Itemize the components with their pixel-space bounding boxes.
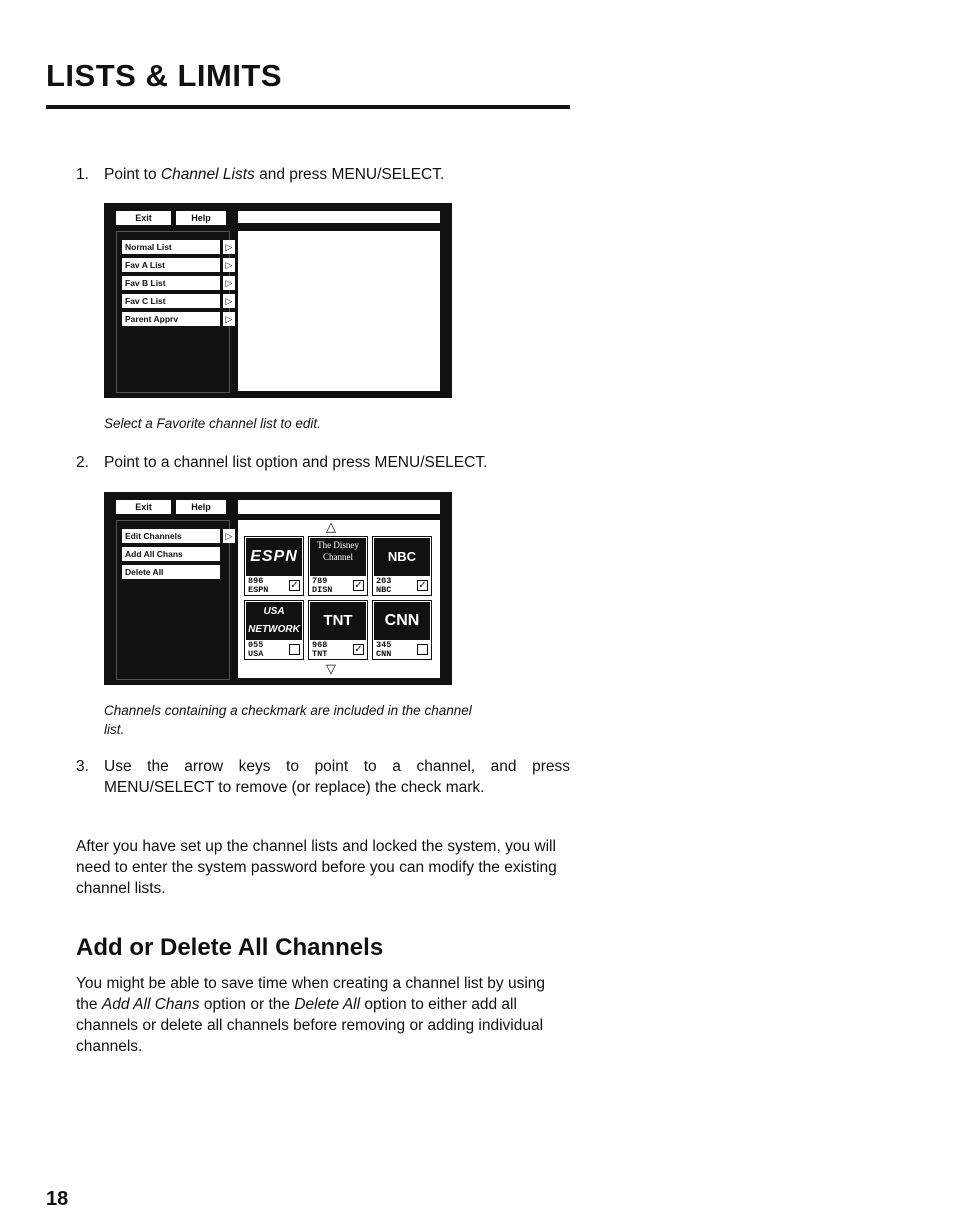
disney-logo: The Disney Channel (310, 538, 366, 576)
step-2 (76, 452, 576, 474)
channel-info (376, 641, 391, 659)
arrow-right-icon: ▷ (223, 240, 235, 254)
channel-tile-nbc[interactable] (372, 536, 432, 596)
step-text-post: and press MENU/SELECT. (254, 166, 445, 183)
channel-tile-espn[interactable] (244, 536, 304, 596)
body-text: You might be able to save time when creating a channel list by using the (76, 975, 546, 1013)
menu-column (116, 520, 233, 680)
channel-name: ESPN (248, 585, 269, 595)
checkbox-checked-icon[interactable]: ✓ (290, 580, 299, 591)
title-rule (46, 105, 570, 109)
scroll-down-icon[interactable]: ▽ (326, 661, 336, 676)
menu-item-edit-channels[interactable] (122, 529, 233, 543)
tnt-logo: TNT (310, 602, 366, 640)
scroll-up-icon[interactable]: △ (326, 519, 336, 534)
channel-tile-usa[interactable] (244, 600, 304, 660)
channel-info (376, 577, 391, 595)
help-button[interactable]: Help (176, 500, 226, 514)
espn-logo: ESPN (246, 538, 302, 576)
menu-item-label: Parent Apprv (125, 314, 179, 324)
channel-info (312, 577, 332, 595)
channel-name: NBC (376, 585, 392, 595)
menu-item-label: Fav B List (125, 278, 166, 288)
menu-item-parent-apprv[interactable] (122, 312, 233, 326)
right-pane-blank (238, 231, 440, 391)
channel-number: 896 (248, 576, 264, 586)
channel-lists-screen (104, 203, 452, 398)
section-body (76, 973, 570, 1057)
step-text-emphasis: Channel Lists (160, 166, 255, 183)
step-number: 1. (76, 166, 89, 183)
body-emphasis: Delete All (294, 996, 361, 1013)
channel-name: DISN (312, 585, 333, 595)
arrow-right-icon: ▷ (223, 529, 235, 543)
help-button[interactable]: Help (176, 211, 226, 225)
arrow-right-icon: ▷ (223, 312, 235, 326)
channel-name: TNT (312, 649, 328, 659)
menu-item-fav-a-list[interactable] (122, 258, 233, 272)
step-text (104, 164, 574, 185)
channel-tile-cnn[interactable] (372, 600, 432, 660)
channel-number: 968 (312, 640, 328, 650)
step-text: Use the arrow keys to point to a channel, and press MENU/SELECT to remove (or replace) the check mark. (104, 758, 570, 796)
checkbox-checked-icon[interactable]: ✓ (418, 580, 427, 591)
menu-item-normal-list[interactable] (122, 240, 233, 254)
menu-item-fav-b-list[interactable] (122, 276, 233, 290)
step-number: 3. (76, 758, 89, 775)
step-3 (76, 756, 576, 800)
channel-tile-disn[interactable] (308, 536, 368, 596)
channel-grid-pane (238, 520, 440, 678)
checkbox-checked-icon[interactable]: ✓ (354, 580, 363, 591)
menu-item-fav-c-list[interactable] (122, 294, 233, 308)
step-text: Point to a channel list option and press MENU/SELECT. (104, 454, 488, 471)
menu-item-label: Fav C List (125, 296, 166, 306)
arrow-right-icon: ▷ (223, 276, 235, 290)
arrow-right-icon: ▷ (223, 294, 235, 308)
menu-item-label: Normal List (125, 242, 172, 252)
channel-name: CNN (376, 649, 392, 659)
channel-info (248, 641, 263, 659)
nbc-peacock-logo: NBC (374, 538, 430, 576)
title-bar-blank (238, 500, 440, 514)
menu-item-delete-all[interactable] (122, 565, 220, 579)
page-number: 18 (46, 1188, 69, 1210)
step-text-pre: Point to (104, 166, 161, 183)
usa-network-logo: USA NETWORK (246, 602, 302, 640)
body-text: option or the (199, 996, 295, 1013)
menu-item-label: Edit Channels (125, 531, 182, 541)
arrow-right-icon: ▷ (223, 258, 235, 272)
channel-info (312, 641, 327, 659)
body-emphasis: Add All Chans (101, 996, 200, 1013)
checkbox-unchecked-icon[interactable] (417, 644, 428, 655)
channel-tile-tnt[interactable] (308, 600, 368, 660)
menu-item-label: Add All Chans (125, 549, 183, 559)
menu-item-label: Fav A List (125, 260, 165, 270)
exit-button[interactable]: Exit (116, 211, 171, 225)
body-text: option to either add all channels or delete all channels before removing or adding individual channels. (76, 996, 544, 1055)
lock-note-paragraph: After you have set up the channel lists and locked the system, you will need to enter the system password before you can modify the existing channel lists. (76, 838, 557, 897)
screen2-caption: Channels containing a checkmark are included in the channel list. (104, 703, 472, 737)
screen1-caption: Select a Favorite channel list to edit. (104, 416, 321, 431)
checkbox-unchecked-icon[interactable] (289, 644, 300, 655)
title-bar-blank (238, 211, 440, 223)
menu-column (116, 231, 233, 393)
channel-number: 203 (376, 576, 392, 586)
exit-button[interactable]: Exit (116, 500, 171, 514)
channel-name: USA (248, 649, 264, 659)
channel-number: 789 (312, 576, 328, 586)
menu-item-add-all-chans[interactable] (122, 547, 220, 561)
channel-info (248, 577, 268, 595)
page-title: LISTS & LIMITS (46, 58, 283, 93)
edit-channels-screen (104, 492, 452, 685)
step-number: 2. (76, 454, 89, 471)
channel-number: 055 (248, 640, 264, 650)
step-1 (76, 164, 576, 186)
channel-number: 345 (376, 640, 392, 650)
menu-item-label: Delete All (125, 567, 164, 577)
cnn-logo: CNN (374, 602, 430, 640)
checkbox-checked-icon[interactable]: ✓ (354, 644, 363, 655)
section-heading: Add or Delete All Channels (76, 934, 384, 961)
